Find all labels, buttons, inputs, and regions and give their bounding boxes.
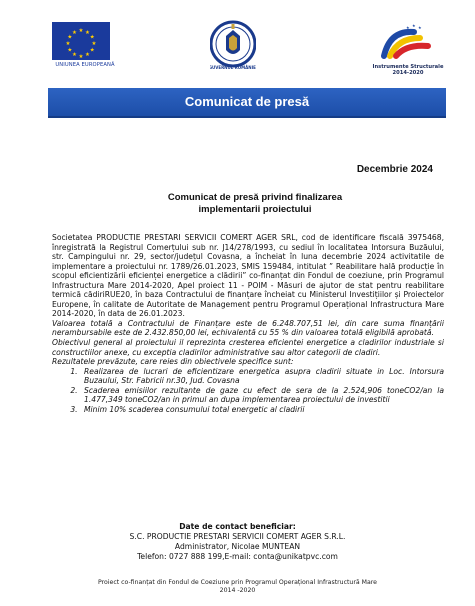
svg-text:★: ★: [89, 47, 95, 54]
intro-paragraph: Societatea PRODUCTIE PRESTARI SERVICII COMERT AGER SRL, cod de identificare fiscală 3975468, înregistrată la Registrul Comerțului sub nr. J14/278/1993, cu sediul în localitatea Intorsura Buzăului, str. Campingului nr. 29, sector/județul Covasna, a încheiat în luna decembrie 2024 activitatile de implementare a proiectului nr. 1789/26.01.2023, SMIS 159484, intitulat ” Reabilitare hală producție în scopul eficientizării eficienței energetice a clădirii” co-finanțat din Fondul de coeziune, prin Programul Infrastructura Mare 2014-2020, Apel proiect 11 - POIM - Măsuri de ajutor de stat pentru reabilitare termică cădiriRUE20, în baza Contractului de finanțare încheiat cu Ministerul Investițiilor și Proiectelor Europene, în calitate de Autoritate de Management pentru Programul Operațional Infrastructura Mare 2014-2020, în data de 26.01.2023.: [52, 233, 444, 319]
svg-text:★: ★: [412, 23, 416, 28]
svg-text:★: ★: [85, 29, 90, 36]
svg-text:★: ★: [89, 34, 95, 41]
svg-text:★: ★: [406, 25, 410, 30]
structural-instruments-logo: [376, 22, 436, 70]
press-release-banner: [48, 88, 446, 118]
results-list-item: 2. Scaderea emisiilor rezultante de gaze cu efect de sera de la 2.524,906 toneCO2/an la 1.477,349 toneCO2/an in primul an dupa implementarea proiectului de investitii: [80, 386, 444, 405]
contact-heading: Date de contact beneficiar:: [179, 522, 296, 531]
svg-text:★: ★: [67, 34, 73, 41]
objective-paragraph: Obiectivul general al proiectului il reprezinta cresterea eficientei energetice a cladirilor industriale si constructiilor anexe, cu exceptia cladirilor administrative sau altor categorii de cladiri.: [52, 338, 444, 357]
footer-line1: Proiect co-finanțat din Fondul de Coeziune prin Programul Operațional Infrastructură Mare: [98, 579, 377, 586]
results-list-item: 3. Minim 10% scaderea consumului total energetic al cladirii: [80, 405, 444, 415]
is-caption-line2: 2014-2020: [392, 70, 424, 77]
is-caption-line1: Instrumente Structurale: [372, 64, 444, 70]
svg-text:★: ★: [91, 41, 97, 47]
svg-text:★: ★: [85, 52, 90, 59]
svg-text:★: ★: [72, 52, 77, 59]
svg-text:★: ★: [67, 47, 73, 54]
eu-flag-logo: [52, 22, 110, 60]
footer: [20, 579, 455, 595]
footer-line2: 2014 -2020: [219, 587, 256, 594]
contact-phone-email: Telefon: 0727 888 199,E-mail: conta@unikatpvc.com: [137, 552, 338, 561]
svg-text:★: ★: [65, 41, 71, 47]
government-coat-of-arms-logo: [210, 14, 256, 74]
contact-administrator: Administrator, Nicolae MUNTEAN: [174, 542, 301, 551]
contract-value-paragraph: Valoarea totală a Contractului de Finanțare este de 6.248.707,51 lei, din care suma finanțării nerambursabile este de 2.432.850,00 lei, echivalentă cu 55 % din valoarea totală eligibilă aprobată.: [52, 318, 444, 338]
results-list: [52, 367, 444, 415]
results-intro: Rezultatele prevăzute, care reies din obiectivele specifice sunt:: [52, 357, 294, 367]
gov-caption: GUVERNUL ROMÂNIEI: [210, 65, 256, 70]
svg-text:★: ★: [78, 28, 84, 34]
svg-text:★: ★: [78, 54, 84, 60]
structural-instruments-caption: [368, 64, 448, 77]
svg-text:★: ★: [72, 29, 77, 36]
results-list-item: 1. Realizarea de lucrari de eficientizare energetica asupra cladirii situate in Loc. Intorsura Buzaului, Str. Fabricii nr.30, Jud. Covasna: [80, 367, 444, 386]
banner-title: Comunicat de presă: [184, 94, 310, 109]
svg-text:★: ★: [418, 25, 422, 30]
eu-caption: UNIUNEA EUROPEANĂ: [55, 62, 115, 68]
release-date: Decembrie 2024: [356, 164, 433, 175]
contact-block: [40, 522, 435, 562]
contact-company: S.C. PRODUCTIE PRESTARI SERVICII COMERT AGER S.R.L.: [129, 532, 346, 541]
body-text: [52, 233, 444, 414]
document-title: Comunicat de presă privind finalizarea implementarii proiectului: [167, 192, 343, 215]
